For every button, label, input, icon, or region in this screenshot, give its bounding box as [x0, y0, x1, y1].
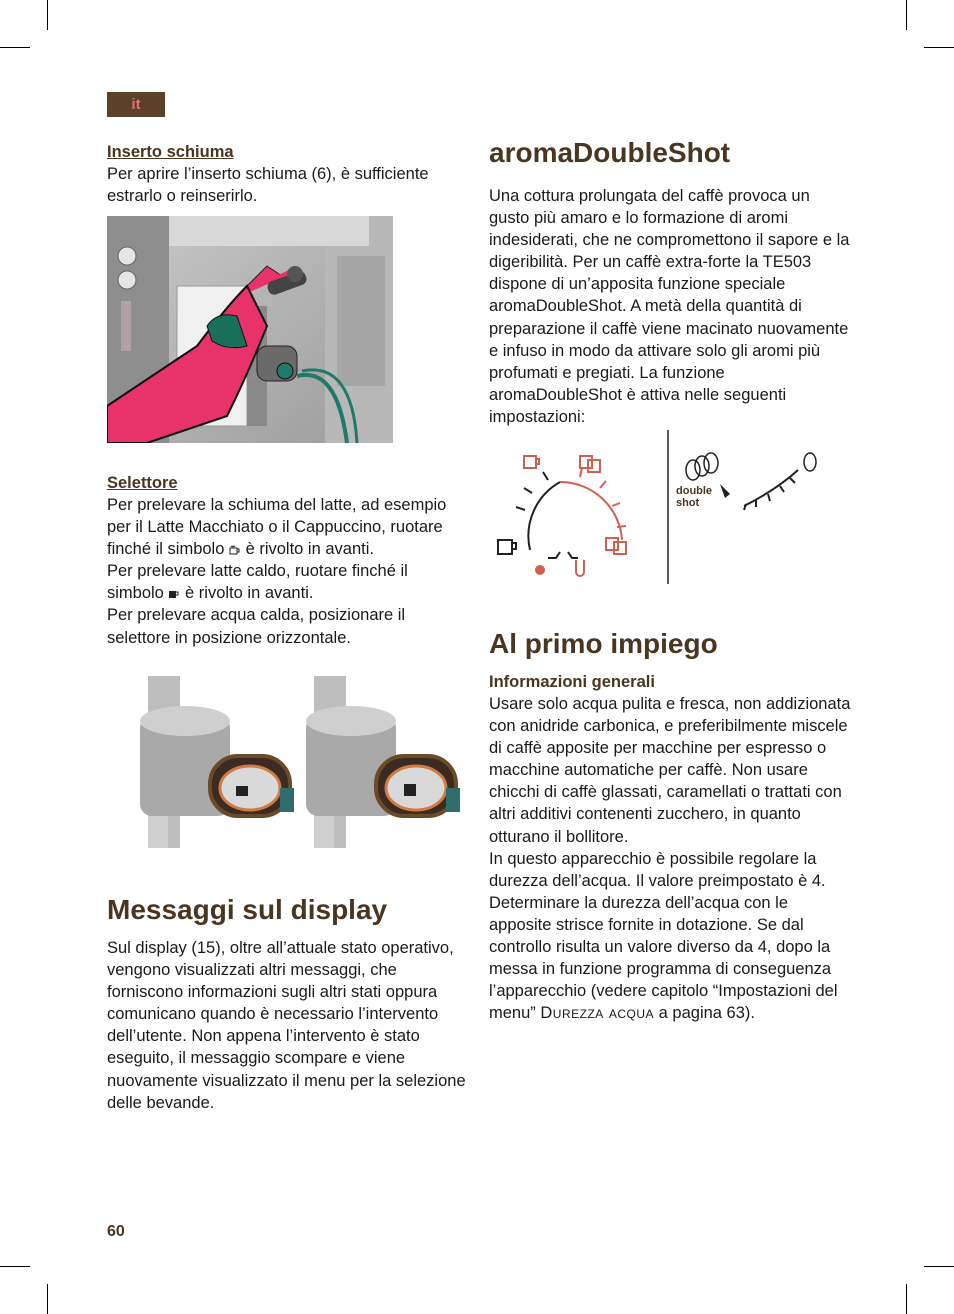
crop-mark: [0, 47, 30, 48]
durezza-acqua-ref: Durezza acqua: [540, 1004, 655, 1023]
info-p2a: In questo apparecchio è possibile regolare la durezza dell’acqua. Il valore preimpostato è 4. Determinare la durezza dell’acqua con le apposite strisce fornite in dotazione. Se dal controllo risulta un valore diverso da 4, dopo la messa in funzione programma di conseguenza l’apparecchio (vedere capitolo “Impostazioni del menu”: [489, 849, 838, 1023]
selector-position-milk: [306, 676, 460, 848]
info-title: Informazioni generali: [489, 673, 655, 691]
selettore-text-1: [107, 494, 469, 560]
selector-illustration: [140, 676, 466, 848]
inserto-text: Per aprire l’inserto schiuma (6), è sufficiente estrarlo o reinserirlo.: [107, 165, 429, 206]
selettore-text-2a: Per prelevare latte caldo, ruotare finché il simbolo: [107, 562, 408, 603]
info-p2: [489, 848, 851, 1025]
double-cup-icon: [580, 456, 600, 472]
strength-dial: [498, 456, 626, 576]
selector-position-foam: [140, 676, 294, 848]
aroma-text: Una cottura prolungata del caffè provoca un gusto più amaro e lo formazione di aromi indesiderati, che ne compromettono il sapore e la digeribilità. Per un caffè extra-forte la TE503 dispone di un’apposita funzione speciale aromaDoubleShot. A metà della quantità di preparazione il caffè viene macinato nuovamente e infuso in modo da attivare solo gli aromi più profumati e pregiati. La funzione aromaDoubleShot è attiva nelle seguenti impostazioni:: [489, 187, 850, 426]
aroma-dial-illustration: [490, 430, 852, 586]
display-section: [107, 937, 469, 1114]
inserto-section: [107, 142, 469, 207]
thermometer-icon: [576, 560, 584, 576]
selettore-text-3: Per prelevare acqua calda, posizionare il selettore in posizione orizzontale.: [107, 606, 406, 647]
language-tab: it: [107, 92, 165, 117]
crop-mark: [0, 1266, 30, 1267]
cup-icon: [524, 456, 539, 468]
selettore-text-1b: è rivolto in avanti.: [245, 540, 374, 559]
foam-cup-icon: [229, 545, 241, 555]
crop-mark: [924, 47, 954, 48]
info-p1: Usare solo acqua pulita e fresca, non addizionata con anidride carbonica, e preferibilmente miscele di caffè apposite per macchine per espresso o macchine automatiche per caffè. Non usare chicchi di caffè glassati, caramellati o trattati con altri additivi contenenti zucchero, in quanto otturano il bollitore.: [489, 695, 851, 846]
coffee-bean-icon: [804, 453, 816, 471]
crop-mark: [924, 1266, 954, 1267]
frother-illustration: [107, 216, 393, 443]
milk-cup-icon: [168, 589, 180, 599]
doubleshot-indicator: [676, 453, 816, 510]
coffee-beans-icon: [686, 453, 718, 480]
crop-mark: [47, 1284, 48, 1314]
heading-primo: Al primo impiego: [489, 628, 718, 659]
display-text: Sul display (15), oltre all’attuale stato operativo, vengono visualizzati altri messaggi, che forniscono informazioni sugli altri stati oppura comunicano quando è necessario l’intervento dell’utente. Non appena l’intervento è stato eseguito, il messaggio scompare e viene nuovamente visualizzato il menu per la selezione delle bevande.: [107, 939, 466, 1112]
doubleshot-label-1: double: [676, 485, 713, 497]
aroma-section: [489, 185, 851, 428]
cup-icon: [498, 540, 516, 554]
selettore-text-2b: è rivolto in avanti.: [185, 584, 314, 603]
selettore-title: Selettore: [107, 474, 178, 492]
selettore-section: [107, 473, 469, 649]
crop-mark: [906, 1284, 907, 1314]
crop-mark: [906, 0, 907, 30]
inserto-title: Inserto schiuma: [107, 143, 234, 161]
doubleshot-label-2: shot: [676, 497, 700, 509]
drop-icon: [535, 565, 545, 575]
primo-section: [489, 671, 851, 1024]
double-cup-icon: [606, 538, 626, 554]
selettore-text-2: [107, 560, 469, 604]
info-p2b: a pagina 63).: [658, 1004, 755, 1023]
heading-display: Messaggi sul display: [107, 894, 388, 925]
crop-mark: [47, 0, 48, 30]
page-number: 60: [107, 1223, 125, 1240]
heading-aroma: aromaDoubleShot: [489, 137, 731, 168]
selettore-text-1a: Per prelevare la schiuma del latte, ad esempio per il Latte Macchiato o il Cappuccino, ruotare finché il simbolo: [107, 496, 447, 559]
